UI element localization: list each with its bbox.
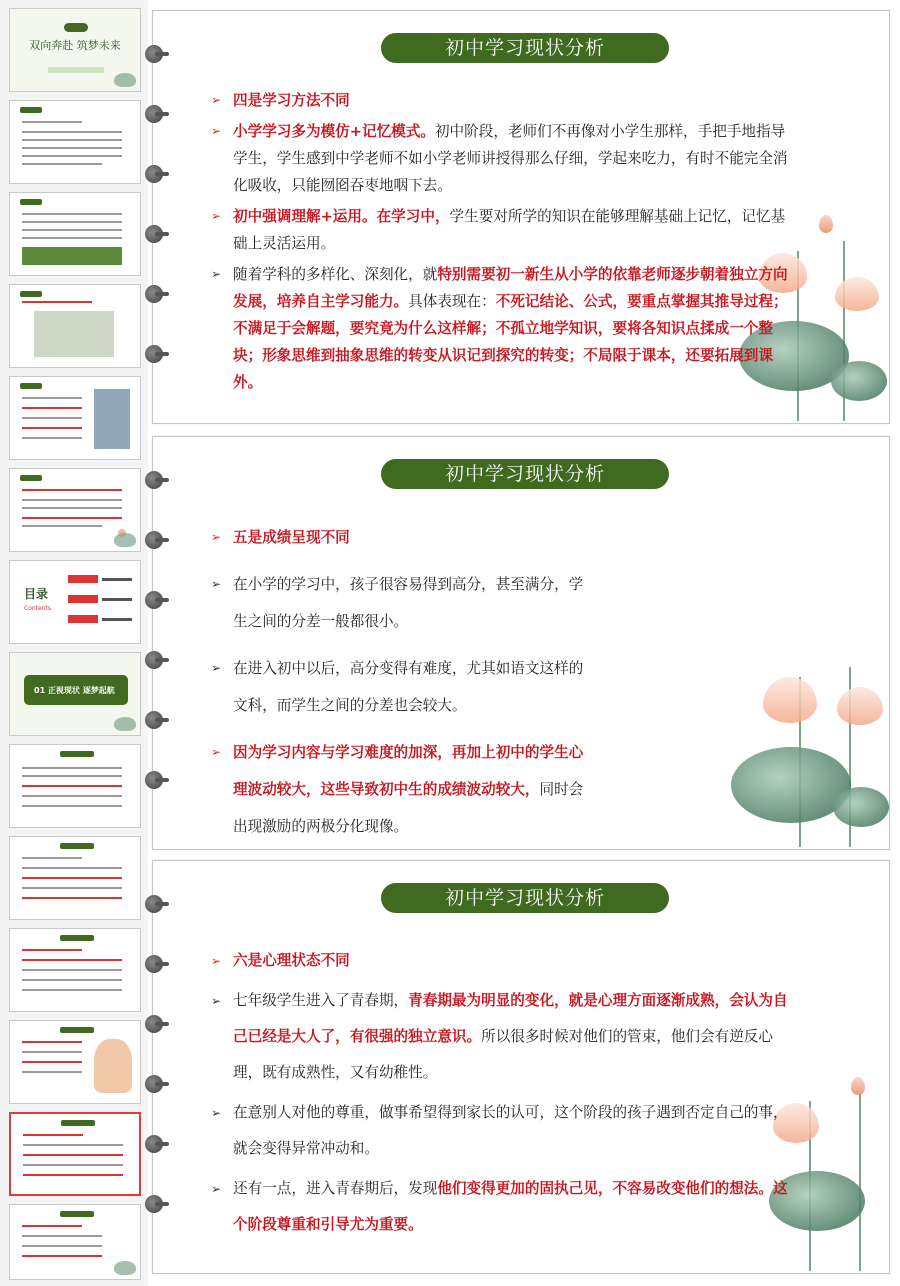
- slide-psychological-state[interactable]: [152, 860, 890, 1274]
- bullet-paragraph: [211, 650, 591, 724]
- toc-pill: [68, 575, 98, 583]
- bullet-paragraph: [211, 734, 591, 845]
- thumb-text-line: [22, 775, 122, 777]
- thumb-text-line: [22, 139, 122, 141]
- thumb-text-line: [22, 147, 122, 149]
- emphasis-text: 不死记结论、公式，要重点掌握其推导过程；不满足于会解题，要究竟为什么这样解；不孤立地学知识，要将各知识点揉成一个整块；形象思维到抽象思维的转变从识记到探究的转变；不局限于课本，还要拓展到课外。: [233, 293, 788, 391]
- bullet-paragraph: [211, 983, 791, 1091]
- arrow-bullet-icon: ➢: [211, 267, 222, 281]
- cover-title: 双向奔赴 筑梦未来: [29, 39, 121, 52]
- toc-pill: [68, 615, 98, 623]
- arrow-bullet-icon: ➢: [211, 661, 222, 675]
- lotus-stem: [859, 1091, 861, 1271]
- body-text: 初中阶段，老师们不再像对小学生那样，手把手地指导学生，学生感到中学老师不如小学老师讲授得那么仔细，学起来吃力，有时不能完全消化吸收，只能囫囵吞枣地咽下去。: [233, 123, 788, 194]
- thumb-text-line: [22, 499, 122, 501]
- cover-strip: [48, 67, 104, 73]
- body-text: 在进入初中以后，高分变得有难度，尤其如语文这样的文科，而学生之间的分差也会较大。: [233, 660, 584, 714]
- bullet-paragraph: [211, 519, 591, 556]
- binder-ring-icon: [145, 285, 163, 303]
- slide-title: 初中学习现状分析: [381, 33, 669, 63]
- thumb-text-line: [22, 857, 82, 859]
- thumb-text-line: [23, 1154, 123, 1156]
- thumb-text-line: [22, 131, 122, 133]
- binder-ring-icon: [145, 651, 163, 669]
- thumb-title-band: [60, 843, 94, 849]
- arrow-bullet-icon: ➢: [211, 1106, 222, 1120]
- thumb-text-line: [22, 767, 122, 769]
- thumb-text-line: [22, 897, 122, 899]
- thumb-text-line: [22, 213, 122, 215]
- slide-thumbnail-rail[interactable]: [0, 0, 148, 1286]
- arrow-bullet-icon: ➢: [211, 530, 222, 544]
- body-text: 具体表现在：: [408, 293, 496, 310]
- body-text: 七年级学生进入了青春期，: [233, 992, 409, 1009]
- thumb-title-band: [20, 107, 42, 113]
- thumb-text-line: [22, 237, 122, 239]
- arrow-bullet-icon: ➢: [211, 745, 222, 759]
- thumb-text-line: [22, 979, 122, 981]
- thumb-title-band: [60, 935, 94, 941]
- thumb-text-line: [22, 867, 122, 869]
- toc-pill: [68, 595, 98, 603]
- lotus-leaf-icon: [114, 73, 136, 87]
- binder-ring-icon: [145, 345, 163, 363]
- thumb-text-line: [22, 301, 92, 303]
- thumb-text-line: [22, 1235, 102, 1237]
- emphasis-text: 他们变得更加的固执己见，不容易改变他们的想法。这个阶段尊重和引导尤为重要。: [233, 1180, 788, 1233]
- thumb-title-band: [60, 751, 94, 757]
- thumb-text-line: [22, 229, 122, 231]
- toc-title: 目录: [24, 587, 49, 601]
- toc-text: [102, 598, 132, 601]
- thumb-text-line: [23, 1144, 123, 1146]
- arrow-bullet-icon: ➢: [211, 1182, 222, 1196]
- arrow-bullet-icon: ➢: [211, 954, 222, 968]
- thumb-text-line: [22, 989, 122, 991]
- section-label: 01 正视现状 逐梦起航: [34, 686, 115, 695]
- lotus-leaf-icon: [114, 717, 136, 731]
- thumb-text-line: [22, 417, 82, 419]
- thumb-title-band: [60, 1211, 94, 1217]
- binder-ring-icon: [145, 711, 163, 729]
- binder-ring-icon: [145, 955, 163, 973]
- slide-study-methods[interactable]: [152, 10, 890, 424]
- thumb-text-line: [22, 489, 122, 491]
- thumb-text-line: [22, 1051, 82, 1053]
- bullet-paragraph: [211, 118, 791, 199]
- thumb-title-band: [61, 1120, 95, 1126]
- body-text: 在意别人对他的尊重，做事希望得到家长的认可，这个阶段的孩子遇到否定自己的事，就会变得异常冲动和。: [233, 1104, 788, 1157]
- binder-ring-icon: [145, 105, 163, 123]
- lotus-decoration: [729, 637, 889, 847]
- thumb-book-photo: [94, 389, 130, 449]
- thumb-text-line: [22, 877, 122, 879]
- emphasis-text: 青春期最为明显的变化，就是心理方面逐渐成熟，会认为自己已经是大人了，有很强的独立意识。: [233, 992, 788, 1045]
- lotus-flower-icon: [837, 687, 883, 725]
- thumbnail-slide[interactable]: [9, 376, 141, 460]
- lotus-bud-icon: [819, 215, 833, 233]
- lotus-leaf-icon: [114, 533, 136, 547]
- binder-ring-icon: [145, 1075, 163, 1093]
- bullet-paragraph: [211, 261, 791, 396]
- thumb-text-line: [23, 1164, 123, 1166]
- thumb-text-line: [22, 1071, 82, 1073]
- thumb-text-line: [22, 437, 82, 439]
- thumb-text-line: [22, 397, 82, 399]
- thumb-text-line: [22, 507, 122, 509]
- binder-ring-icon: [145, 1135, 163, 1153]
- thumb-text-line: [22, 121, 82, 123]
- bullet-paragraph: [211, 566, 591, 640]
- binder-ring-icon: [145, 1195, 163, 1213]
- thumbnail-slide-selected[interactable]: [9, 1112, 141, 1196]
- lotus-flower-icon: [835, 277, 879, 311]
- binder-ring-icon: [145, 771, 163, 789]
- thumb-text-line: [22, 1041, 82, 1043]
- thumb-text-line: [22, 795, 122, 797]
- thumbnail-slide[interactable]: [9, 744, 141, 828]
- body-text: 还有一点，进入青春期后，发现: [233, 1180, 438, 1197]
- thumb-girl-illustration: [94, 1039, 132, 1093]
- thumb-text-line: [22, 525, 102, 527]
- thumb-green-box: [22, 247, 122, 265]
- thumb-text-line: [22, 949, 82, 951]
- thumb-title-band: [20, 475, 42, 481]
- thumb-title-band: [20, 291, 42, 297]
- thumb-text-line: [22, 163, 102, 165]
- arrow-bullet-icon: ➢: [211, 209, 222, 223]
- emphasis-text: 五是成绩呈现不同: [233, 529, 350, 546]
- thumb-photo: [34, 311, 114, 357]
- binder-ring-icon: [145, 225, 163, 243]
- emphasis-text: 四是学习方法不同: [233, 92, 350, 109]
- lotus-leaf-icon: [831, 361, 887, 401]
- thumb-title-band: [20, 383, 42, 389]
- thumb-text-line: [22, 959, 122, 961]
- toc-subtitle: Contents: [24, 605, 51, 612]
- slide-title: 初中学习现状分析: [381, 459, 669, 489]
- thumb-text-line: [23, 1174, 123, 1176]
- thumbnail-slide[interactable]: [9, 284, 141, 368]
- thumb-text-line: [22, 887, 122, 889]
- body-text: 同时会出现激励的两极分化现像。: [233, 781, 584, 835]
- body-text: 在小学的学习中，孩子很容易得到高分，甚至满分，学生之间的分差一般都很小。: [233, 576, 584, 630]
- body-text: 所以很多时候对他们的管束，他们会有逆反心理，既有成熟性，又有幼稚性。: [233, 1028, 773, 1081]
- bullet-paragraph: [211, 943, 791, 979]
- binder-ring-icon: [145, 45, 163, 63]
- thumb-text-line: [22, 221, 122, 223]
- thumb-text-line: [22, 1245, 102, 1247]
- thumbnail-slide[interactable]: [9, 1204, 141, 1280]
- thumb-text-line: [22, 1061, 82, 1063]
- arrow-bullet-icon: ➢: [211, 577, 222, 591]
- binder-ring-icon: [145, 531, 163, 549]
- slide-grade-performance[interactable]: [152, 436, 890, 850]
- binder-ring-icon: [145, 591, 163, 609]
- lotus-bud-icon: [851, 1077, 865, 1095]
- arrow-bullet-icon: ➢: [211, 124, 222, 138]
- thumbnail-toc[interactable]: [9, 560, 141, 644]
- thumb-text-line: [23, 1134, 83, 1136]
- lotus-leaf-icon: [833, 787, 889, 827]
- binder-ring-icon: [145, 165, 163, 183]
- thumbnail-slide[interactable]: [9, 836, 141, 920]
- thumbnail-cover[interactable]: [9, 8, 141, 92]
- body-text: 随着学科的多样化、深刻化，就: [233, 266, 438, 283]
- thumbnail-slide[interactable]: [9, 100, 141, 184]
- cover-badge: [64, 23, 88, 32]
- toc-text: [102, 618, 132, 621]
- body-text: 学生要对所学的知识在能够理解基础上记忆，记忆基础上灵活运用。: [233, 208, 786, 252]
- bullet-paragraph: [211, 87, 791, 114]
- slide-body: [211, 519, 591, 855]
- binder-ring-icon: [145, 1015, 163, 1033]
- toc-text: [102, 578, 132, 581]
- slide-body: [211, 943, 791, 1247]
- thumb-text-line: [22, 805, 122, 807]
- emphasis-text: 六是心理状态不同: [233, 952, 350, 969]
- thumb-text-line: [22, 785, 122, 787]
- arrow-bullet-icon: ➢: [211, 93, 222, 107]
- lotus-leaf-icon: [114, 1261, 136, 1275]
- emphasis-text: 特别需要初一新生从小学的依靠老师逐步朝着独立方向发展，培养自主学习能力。: [233, 266, 788, 310]
- slide-title: 初中学习现状分析: [381, 883, 669, 913]
- lotus-flower-icon: [763, 677, 817, 723]
- thumb-text-line: [22, 969, 122, 971]
- thumb-text-line: [22, 1225, 82, 1227]
- emphasis-text: 初中强调理解+运用。在学习中，: [233, 208, 450, 225]
- thumbnail-slide[interactable]: [9, 1020, 141, 1104]
- binder-ring-icon: [145, 471, 163, 489]
- bullet-paragraph: [211, 1095, 791, 1167]
- thumbnail-slide[interactable]: [9, 192, 141, 276]
- arrow-bullet-icon: ➢: [211, 994, 222, 1008]
- thumb-title-band: [60, 1027, 94, 1033]
- bullet-paragraph: [211, 203, 791, 257]
- emphasis-text: 小学学习多为模仿+记忆模式。: [233, 123, 435, 140]
- thumb-text-line: [22, 155, 122, 157]
- emphasis-text: 因为学习内容与学习难度的加深，再加上初中的学生心理波动较大，这些导致初中生的成绩波动较大，: [233, 744, 584, 798]
- slide-body: [211, 87, 791, 400]
- thumbnail-slide[interactable]: [9, 468, 141, 552]
- thumb-text-line: [22, 427, 82, 429]
- thumb-text-line: [22, 407, 82, 409]
- thumb-text-line: [22, 517, 122, 519]
- thumbnail-section[interactable]: [9, 652, 141, 736]
- thumbnail-slide[interactable]: [9, 928, 141, 1012]
- binder-ring-icon: [145, 895, 163, 913]
- thumb-text-line: [22, 1255, 102, 1257]
- bullet-paragraph: [211, 1171, 791, 1243]
- thumb-title-band: [20, 199, 42, 205]
